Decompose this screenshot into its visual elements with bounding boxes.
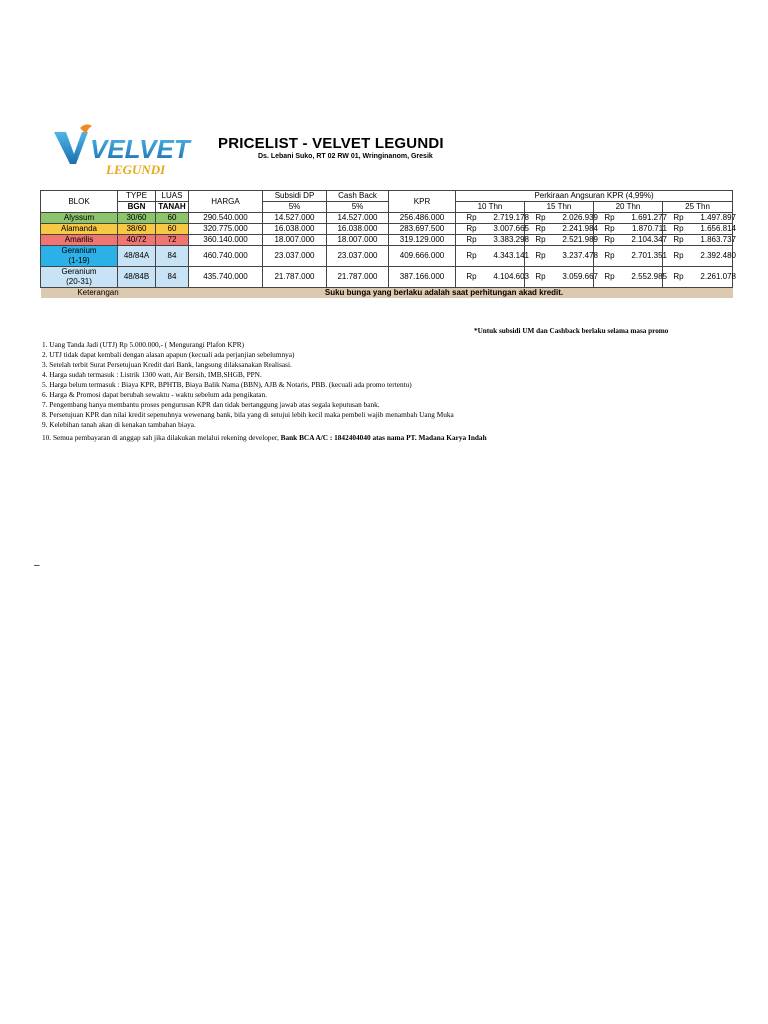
currency-label: Rp xyxy=(535,235,546,244)
amount: 4.343.141 xyxy=(493,251,529,260)
blok-name: Geranium xyxy=(61,267,97,276)
amount: 1.656.814 xyxy=(700,224,736,233)
amount: 2.241.984 xyxy=(562,224,598,233)
term-item: 6. Harga & Promosi dapat berubah sewaktu - waktu sebelum ada pengikatan. xyxy=(42,390,267,399)
currency-label: Rp xyxy=(604,251,615,260)
table-row xyxy=(41,213,733,224)
cell-kpr: 319.129.000 xyxy=(389,235,456,246)
cell-harga: 320.775.000 xyxy=(189,224,263,235)
cell-type: 40/72 xyxy=(118,235,156,246)
logo-word: VELVET xyxy=(90,134,190,164)
cell-angsuran-10 xyxy=(456,246,529,267)
terms-list xyxy=(42,340,487,443)
term-item: 4. Harga sudah termasuk : Listrik 1300 watt, Air Bersih, IMB,SHGB, PPN. xyxy=(42,370,262,379)
term-item: 8. Persetujuan KPR dan nilai kredit sepenuhnya wewenang bank, bila yang di setujui lebih kecil maka pembeli wajib menambah Uang Muka xyxy=(42,410,454,419)
amount: 1.870.711 xyxy=(632,224,667,233)
header-blok: BLOK xyxy=(41,191,118,213)
term-item: 9. Kelebihan tanah akan di kenakan tambahan biaya. xyxy=(42,420,196,429)
currency-label: Rp xyxy=(535,272,546,281)
cell-luas: 72 xyxy=(156,235,189,246)
blok-name: Geranium xyxy=(61,246,97,255)
amount: 3.383.298 xyxy=(493,235,529,244)
header-type: TYPE xyxy=(118,191,156,202)
amount: 2.719.178 xyxy=(493,213,529,222)
page-title: PRICELIST - VELVET LEGUNDI xyxy=(218,135,444,152)
cell-blok: Amarilis xyxy=(41,235,118,246)
cell-harga: 435.740.000 xyxy=(189,267,263,288)
table-row xyxy=(41,246,733,267)
amount: 1.863.737 xyxy=(700,235,736,244)
cell-kpr: 256.486.000 xyxy=(389,213,456,224)
cell-kpr: 409.666.000 xyxy=(389,246,456,267)
keterangan-text: Suku bunga yang berlaku adalah saat perhitungan akad kredit. xyxy=(156,288,733,299)
term-item: 7. Pengembang hanya membantu proses pengurusan KPR dan tidak bertanggung jawab atas segala keputusan bank. xyxy=(42,400,380,409)
currency-label: Rp xyxy=(673,213,684,222)
amount: 3.059.667 xyxy=(562,272,598,281)
currency-label: Rp xyxy=(604,224,615,233)
cell-angsuran-20 xyxy=(594,267,667,288)
cell-angsuran-25 xyxy=(663,213,736,224)
table-row xyxy=(41,267,733,288)
cell-angsuran-10 xyxy=(456,213,529,224)
header-subsidi-pct: 5% xyxy=(263,202,327,213)
amount: 2.701.351 xyxy=(631,251,667,260)
currency-label: Rp xyxy=(466,235,477,244)
dash-mark: – xyxy=(34,560,40,571)
cell-angsuran-15 xyxy=(525,224,598,235)
cell-kpr: 387.166.000 xyxy=(389,267,456,288)
cell-angsuran-10 xyxy=(456,235,529,246)
header-10thn: 10 Thn xyxy=(456,202,525,213)
bank-account: Bank BCA A/C : 1842404040 atas nama PT. Madana Karya Indah xyxy=(280,433,487,442)
amount: 3.007.665 xyxy=(493,224,529,233)
cell-subsidi: 18.007.000 xyxy=(263,235,327,246)
cell-luas: 84 xyxy=(156,246,189,267)
promo-footnote: *Untuk subsidi UM dan Cashback berlaku selama masa promo xyxy=(474,327,669,335)
cell-harga: 290.540.000 xyxy=(189,213,263,224)
cell-cashback: 16.038.000 xyxy=(327,224,389,235)
cell-angsuran-20 xyxy=(594,246,667,267)
table-row xyxy=(41,224,733,235)
cell-type: 30/60 xyxy=(118,213,156,224)
currency-label: Rp xyxy=(673,251,684,260)
cell-angsuran-15 xyxy=(525,246,598,267)
term-item: 2. UTJ tidak dapat kembali dengan alasan apapun (kecuali ada perjanjian sebelumnya) xyxy=(42,350,295,359)
amount: 3.237.478 xyxy=(562,251,598,260)
cell-blok: Alamanda xyxy=(41,224,118,235)
currency-label: Rp xyxy=(604,213,615,222)
cell-harga: 360.140.000 xyxy=(189,235,263,246)
header-25thn: 25 Thn xyxy=(663,202,733,213)
amount: 2.552.985 xyxy=(631,272,667,281)
currency-label: Rp xyxy=(466,224,477,233)
amount: 2.261.078 xyxy=(700,272,736,281)
cell-type: 48/84A xyxy=(118,246,156,267)
currency-label: Rp xyxy=(535,224,546,233)
term-10-text: 10. Semua pembayaran di anggap sah jika dilakukan melalui rekening developer, xyxy=(42,433,281,442)
term-item: 1. Uang Tanda Jadi (UTJ) Rp 5.000.000,- ( Mengurangi Plafon KPR) xyxy=(42,340,245,349)
price-table xyxy=(40,190,736,298)
address: Ds. Lebani Suko, RT 02 RW 01, Wringinanom, Gresik xyxy=(258,153,433,160)
cell-angsuran-10 xyxy=(456,224,529,235)
logo-sub: LEGUNDI xyxy=(106,162,166,177)
currency-label: Rp xyxy=(673,272,684,281)
cell-angsuran-25 xyxy=(663,235,736,246)
currency-label: Rp xyxy=(535,251,546,260)
cell-angsuran-15 xyxy=(525,213,598,224)
cell-cashback: 21.787.000 xyxy=(327,267,389,288)
cell-cashback: 18.007.000 xyxy=(327,235,389,246)
currency-label: Rp xyxy=(466,213,477,222)
cell-angsuran-20 xyxy=(594,224,667,235)
amount: 2.521.989 xyxy=(562,235,598,244)
cell-cashback: 23.037.000 xyxy=(327,246,389,267)
header-luas: LUAS xyxy=(156,191,189,202)
cell-subsidi: 21.787.000 xyxy=(263,267,327,288)
cell-angsuran-25 xyxy=(663,267,736,288)
currency-label: Rp xyxy=(604,272,615,281)
blok-range: (20-31) xyxy=(66,277,92,286)
amount: 2.392.480 xyxy=(700,251,736,260)
amount: 2.026.939 xyxy=(562,213,598,222)
header-tanah: TANAH xyxy=(156,202,189,213)
cell-luas: 60 xyxy=(156,213,189,224)
cell-angsuran-15 xyxy=(525,235,598,246)
header-cashback-pct: 5% xyxy=(327,202,389,213)
cell-angsuran-20 xyxy=(594,235,667,246)
cell-type: 38/60 xyxy=(118,224,156,235)
amount: 2.104.347 xyxy=(631,235,667,244)
currency-label: Rp xyxy=(466,272,477,281)
cell-angsuran-15 xyxy=(525,267,598,288)
cell-luas: 60 xyxy=(156,224,189,235)
currency-label: Rp xyxy=(604,235,615,244)
cell-angsuran-10 xyxy=(456,267,529,288)
amount: 1.497.897 xyxy=(700,213,736,222)
currency-label: Rp xyxy=(466,251,477,260)
keterangan-label: Keterangan xyxy=(41,288,156,299)
header-kpr: KPR xyxy=(389,191,456,213)
currency-label: Rp xyxy=(673,224,684,233)
header-15thn: 15 Thn xyxy=(525,202,594,213)
currency-label: Rp xyxy=(673,235,684,244)
blok-range: (1-19) xyxy=(68,256,90,265)
table-row xyxy=(41,235,733,246)
header-cashback: Cash Back xyxy=(327,191,389,202)
keterangan-row xyxy=(41,288,733,299)
header-20thn: 20 Thn xyxy=(594,202,663,213)
amount: 4.104.603 xyxy=(493,272,529,281)
cell-blok: Alyssum xyxy=(41,213,118,224)
cell-luas: 84 xyxy=(156,267,189,288)
cell-cashback: 14.527.000 xyxy=(327,213,389,224)
header-angsuran: Perkiraan Angsuran KPR (4,99%) xyxy=(456,191,733,202)
currency-label: Rp xyxy=(535,213,546,222)
cell-harga: 460.740.000 xyxy=(189,246,263,267)
cell-subsidi: 23.037.000 xyxy=(263,246,327,267)
header-bgn: BGN xyxy=(118,202,156,213)
cell-angsuran-25 xyxy=(663,224,736,235)
header-subsidi: Subsidi DP xyxy=(263,191,327,202)
cell-blok xyxy=(41,246,118,267)
amount: 1.691.277 xyxy=(631,213,667,222)
term-item-10 xyxy=(42,433,487,443)
cell-angsuran-20 xyxy=(594,213,667,224)
cell-blok xyxy=(41,267,118,288)
velvet-legundi-logo xyxy=(50,120,210,180)
cell-subsidi: 16.038.000 xyxy=(263,224,327,235)
cell-type: 48/84B xyxy=(118,267,156,288)
term-item: 5. Harga belum termasuk : Biaya KPR, BPHTB, Biaya Balik Nama (BBN), AJB & Notaris, PBB. (kecuali ada promo tertentu) xyxy=(42,380,412,389)
cell-subsidi: 14.527.000 xyxy=(263,213,327,224)
header-harga: HARGA xyxy=(189,191,263,213)
term-item: 3. Setelah terbit Surat Persetujuan Kredit dari Bank, langsung dilaksanakan Realisasi. xyxy=(42,360,292,369)
cell-angsuran-25 xyxy=(663,246,736,267)
cell-kpr: 283.697.500 xyxy=(389,224,456,235)
